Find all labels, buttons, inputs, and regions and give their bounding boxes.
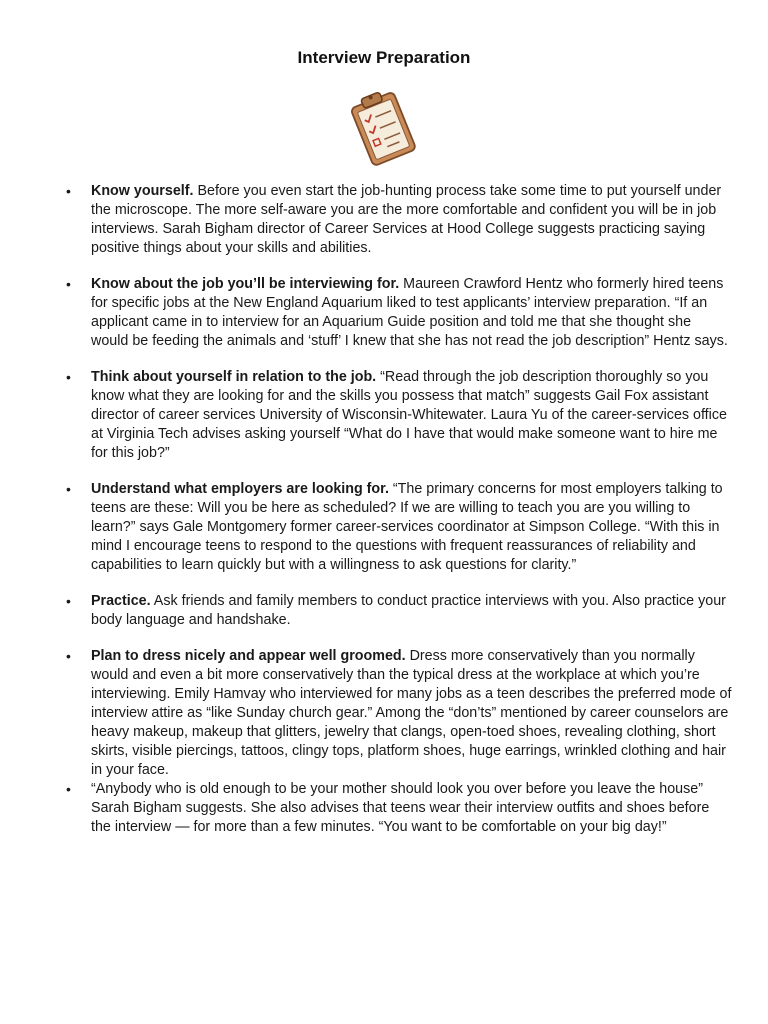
bullet: • — [66, 481, 71, 497]
item-lead: Plan to dress nicely and appear well groomed. — [91, 648, 406, 664]
item-lead: Know about the job you’ll be interviewing for. — [91, 276, 400, 292]
item-text: Before you even start the job-hunting process take some time to put yourself under the microscope. The more self-aware you are the more comfortable and confident you will be in job interviews. Sarah Bigham director of Career Services at Hood College suggests practicing saying positive things about your skills and abilities. — [91, 183, 722, 256]
item-text: Dress more conservatively than you normally would and even a bit more conservatively than the typical dress at the workplace at which you’re interviewing. Emily Hamvay who interviewed for many jobs as a teen describes the preferred mode of interview attire as “like Sunday church gear.” Among the “don’ts” mentioned by career counselors are heavy makeup, makeup that glitters, jewelry that clangs, open-toed shoes, revealing clothing, short skirts, visible piercings, tattoos, clingy tops, platform shoes, huge earrings, wrinkled clothing and hair in your face. — [91, 648, 732, 778]
list-item — [66, 780, 732, 837]
tips-list — [66, 182, 732, 854]
clipboard-checklist-icon — [346, 86, 420, 166]
bullet: • — [66, 648, 71, 664]
list-item — [66, 647, 732, 780]
item-text: “Read through the job description thoroughly so you know what they are looking for and the skills you possess that match” suggests Gail Fox assistant director of career services University of Wisconsin-Whitewater. Laura Yu of the career-services office at Virginia Tech advises asking yourself “What do I have that would make someone want to hire me for this job?” — [91, 369, 727, 461]
bullet: • — [66, 593, 71, 609]
list-item — [66, 275, 732, 351]
item-text: Maureen Crawford Hentz who formerly hired teens for specific jobs at the New England Aquarium liked to test applicants’ interview preparation. “If an applicant came in to interview for an Aquarium Guide position and told me that she thought she would be feeding the animals and ‘stuff’ I knew that she has not read the job description” Hentz says. — [91, 276, 728, 349]
page-title: Interview Preparation — [297, 48, 471, 67]
list-item — [66, 480, 732, 575]
bullet: • — [66, 276, 71, 292]
item-lead: Understand what employers are looking for. — [91, 481, 389, 497]
item-text: Ask friends and family members to conduct practice interviews with you. Also practice your body language and handshake. — [91, 593, 726, 628]
list-item — [66, 368, 732, 463]
bullet: • — [66, 781, 71, 797]
bullet: • — [66, 369, 71, 385]
list-item — [66, 182, 732, 258]
item-lead: Practice. — [91, 593, 151, 609]
item-lead: Think about yourself in relation to the job. — [91, 369, 377, 385]
item-lead: Know yourself. — [91, 183, 194, 199]
list-item — [66, 592, 732, 630]
item-text: “The primary concerns for most employers talking to teens are these: Will you be here as scheduled? If we are willing to teach you are you willing to learn?” says Gale Montgomery former career-services coordinator at Simpson College. “With this in mind I encourage teens to respond to the questions with frequent reassurances of reliability and capabilities to learn quickly but with a willingness to ask questions for clarity.” — [91, 481, 723, 573]
bullet: • — [66, 183, 71, 199]
item-text: “Anybody who is old enough to be your mother should look you over before you leave the house” Sarah Bigham suggests. She also advises that teens wear their interview outfits and shoes before the interview — for more than a few minutes. “You want to be comfortable on your big day!” — [91, 781, 710, 835]
